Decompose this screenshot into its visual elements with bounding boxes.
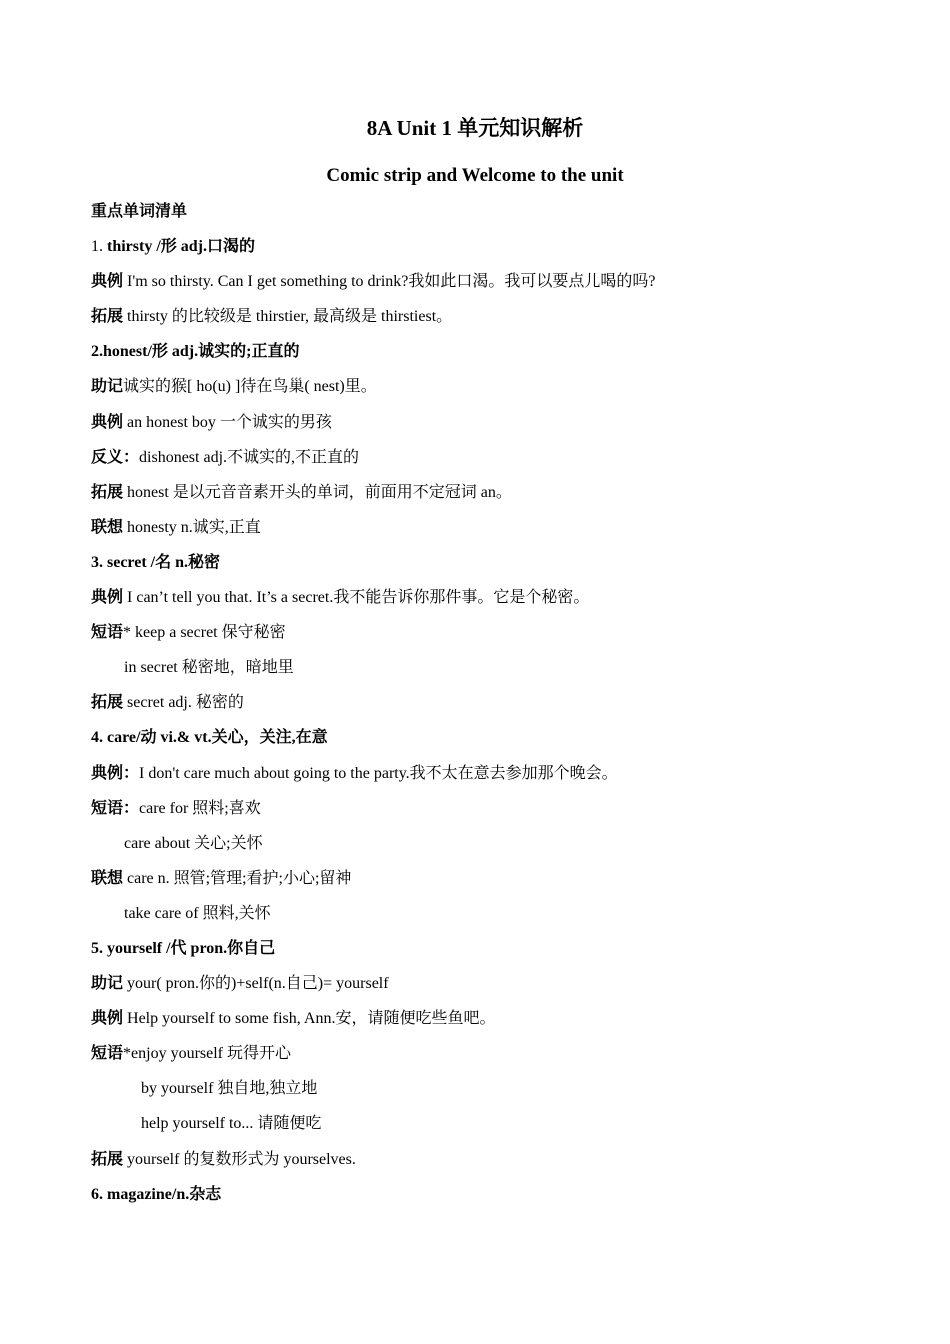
text-line: [91, 1150, 891, 1185]
line-text: care about 关心;关怀: [124, 834, 263, 852]
text-line: [91, 413, 891, 448]
line-text: your( pron.你的)+self(n.自己)= yourself: [123, 975, 389, 993]
line-text: care n. 照管;管理;看护;小心;留神: [123, 869, 352, 887]
line-label: 拓展: [91, 483, 124, 501]
line-label: 短语：: [91, 799, 140, 817]
text-line: [91, 1114, 891, 1149]
text-line: [91, 553, 891, 588]
text-line: [91, 237, 891, 272]
text-line: [91, 834, 891, 869]
line-text: I can’t tell you that. It’s a secret.我不能告诉你那件事。它是个秘密。: [123, 589, 590, 607]
text-line: [91, 483, 891, 518]
line-text: an honest boy 一个诚实的男孩: [123, 413, 332, 431]
line-text: Help yourself to some fish, Ann.安，请随便吃些鱼吧。: [123, 1010, 496, 1028]
line-label: 短语: [91, 1045, 124, 1063]
text-line: [91, 202, 891, 237]
text-line: [91, 799, 891, 834]
text-line: [91, 939, 891, 974]
line-label: 3. secret /名 n.秘密: [91, 553, 221, 571]
line-text: 1.: [91, 238, 107, 256]
line-label: 短语: [91, 624, 124, 642]
line-text: help yourself to... 请随便吃: [141, 1115, 322, 1133]
line-label: 拓展: [91, 308, 124, 326]
line-label: 6. magazine/n.杂志: [91, 1185, 222, 1203]
text-line: [91, 518, 891, 553]
page-title: 8A Unit 1 单元知识解析: [366, 116, 584, 140]
line-text: take care of 照料,关怀: [124, 904, 271, 922]
line-text: by yourself 独自地,独立地: [141, 1080, 318, 1098]
section-subtitle: Comic strip and Welcome to the unit: [326, 165, 624, 186]
text-line: [91, 1044, 891, 1079]
line-label: 反义：: [91, 448, 140, 466]
line-label: 拓展: [91, 694, 124, 712]
line-label: 4. care/动 vi.& vt.关心，关注,在意: [91, 729, 328, 747]
text-line: [91, 623, 891, 658]
line-label: thirsty /形 adj.口渴的: [107, 238, 256, 256]
text-line: [91, 764, 891, 799]
text-line: [91, 869, 891, 904]
line-text: yourself 的复数形式为 yourselves.: [123, 1150, 356, 1168]
text-line: [91, 448, 891, 483]
line-label: 重点单词清单: [91, 203, 188, 220]
text-line: [91, 307, 891, 342]
line-label: 拓展: [91, 1150, 124, 1168]
line-label: 助记: [91, 975, 124, 993]
line-text: secret adj. 秘密的: [123, 694, 244, 712]
text-line: [91, 1185, 891, 1220]
line-label: 典例: [91, 273, 124, 291]
text-line: [91, 728, 891, 763]
line-text: in secret 秘密地，暗地里: [124, 659, 294, 677]
line-label: 典例: [91, 1010, 124, 1028]
text-line: [91, 658, 891, 693]
line-text: thirsty 的比较级是 thirstier, 最高级是 thirstiest。: [123, 308, 453, 326]
line-text: I'm so thirsty. Can I get something to drink?我如此口渴。我可以要点儿喝的吗?: [123, 273, 656, 291]
text-line: [91, 342, 891, 377]
text-line: [91, 272, 891, 307]
vocabulary-list: [91, 202, 891, 1220]
line-label: 联想: [91, 518, 124, 536]
line-label: 典例: [91, 589, 124, 607]
line-label: 联想: [91, 869, 124, 887]
line-text: *enjoy yourself 玩得开心: [123, 1045, 291, 1063]
text-line: [91, 1009, 891, 1044]
line-text: dishonest adj.不诚实的,不正直的: [139, 448, 360, 466]
text-line: [91, 904, 891, 939]
line-text: I don't care much about going to the party.我不太在意去参加那个晚会。: [139, 764, 618, 782]
line-label: 助记: [91, 378, 124, 396]
line-label: 典例: [91, 413, 124, 431]
text-line: [91, 377, 891, 412]
line-text: honest 是以元音音素开头的单词，前面用不定冠词 an。: [123, 483, 512, 501]
line-text: 诚实的猴[ ho(u) ]待在鸟巢( nest)里。: [123, 378, 377, 396]
line-label: 典例：: [91, 764, 140, 782]
line-label: 5. yourself /代 pron.你自己: [91, 939, 276, 957]
line-label: 2.honest/形 adj.诚实的;正直的: [91, 343, 300, 361]
line-text: * keep a secret 保守秘密: [123, 624, 286, 642]
text-line: [91, 588, 891, 623]
text-line: [91, 1079, 891, 1114]
text-line: [91, 693, 891, 728]
text-line: [91, 974, 891, 1009]
line-text: honesty n.诚实,正直: [123, 518, 261, 536]
line-text: care for 照料;喜欢: [139, 799, 261, 817]
